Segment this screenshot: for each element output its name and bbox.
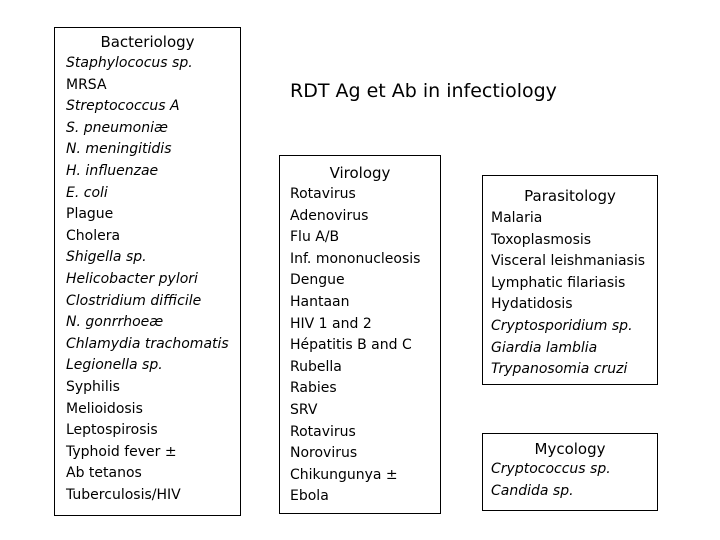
- bacteriology-item: Chlamydia trachomatis: [66, 335, 229, 352]
- virology-item: SRV: [290, 401, 318, 418]
- bacteriology-item: H. influenzae: [66, 162, 159, 179]
- mycology-box: [482, 433, 658, 511]
- bacteriology-item: Helicobacter pylori: [66, 270, 198, 287]
- mycology-item: Candida sp.: [491, 482, 574, 499]
- virology-item: Hépatitis B and C: [290, 337, 412, 354]
- virology-title: Virology: [329, 164, 391, 182]
- virology-item: Norovirus: [290, 445, 358, 462]
- virology-list: [290, 184, 440, 508]
- virology-item: Rubella: [290, 358, 342, 375]
- virology-item: Chikungunya ±: [290, 466, 398, 483]
- virology-item: Rotavirus: [290, 423, 356, 440]
- mycology-item: Cryptococcus sp.: [491, 461, 611, 477]
- virology-item: Dengue: [290, 272, 345, 289]
- virology-item: Inf. mononucleosis: [290, 250, 421, 267]
- bacteriology-item: Cholera: [66, 227, 121, 244]
- mycology-list: [491, 459, 657, 502]
- parasitology-item: Trypanosomia cruzi: [491, 361, 628, 378]
- parasitology-item: Toxoplasmosis: [491, 231, 592, 248]
- bacteriology-item: Clostridium difficile: [66, 292, 202, 309]
- bacteriology-item: N. meningitidis: [66, 141, 172, 158]
- parasitology-list: [491, 208, 657, 381]
- virology-item: Adenovirus: [290, 207, 369, 224]
- virology-item: Rotavirus: [290, 186, 356, 202]
- parasitology-item: Malaria: [491, 210, 543, 226]
- bacteriology-item: Legionella sp.: [66, 357, 163, 374]
- bacteriology-item: Leptospirosis: [66, 422, 158, 439]
- bacteriology-list: [66, 53, 240, 506]
- virology-item: Ebola: [290, 488, 329, 505]
- bacteriology-item: Tuberculosis/HIV: [66, 486, 181, 503]
- parasitology-item: Lymphatic filariasis: [491, 274, 626, 291]
- parasitology-item: Cryptosporidium sp.: [491, 317, 633, 334]
- virology-item: HIV 1 and 2: [290, 315, 372, 332]
- bacteriology-item: Syphilis: [66, 378, 120, 395]
- bacteriology-title: Bacteriology: [100, 33, 195, 51]
- parasitology-title: Parasitology: [524, 187, 616, 205]
- parasitology-box: [482, 175, 658, 385]
- bacteriology-item: Streptococcus A: [66, 98, 180, 115]
- bacteriology-item: Plague: [66, 206, 114, 223]
- virology-item: Flu A/B: [290, 229, 340, 246]
- bacteriology-box: [54, 27, 241, 516]
- virology-box: [279, 155, 441, 514]
- parasitology-item: Giardia lamblia: [491, 339, 598, 356]
- page-title: RDT Ag et Ab in infectiology: [290, 80, 557, 102]
- bacteriology-item: S. pneumoniæ: [66, 119, 168, 136]
- bacteriology-item: MRSA: [66, 76, 107, 93]
- bacteriology-item: Shigella sp.: [66, 249, 147, 266]
- bacteriology-item: Melioidosis: [66, 400, 143, 417]
- mycology-title: Mycology: [534, 440, 606, 458]
- virology-item: Hantaan: [290, 293, 350, 310]
- bacteriology-item: Typhoid fever ±: [66, 443, 177, 460]
- parasitology-item: Visceral leishmaniasis: [491, 253, 646, 270]
- bacteriology-item: Staphylococus sp.: [66, 55, 193, 71]
- bacteriology-item: E. coli: [66, 184, 108, 201]
- bacteriology-item: Ab tetanos: [66, 465, 142, 482]
- bacteriology-item: N. gonrrhoeæ: [66, 314, 164, 331]
- virology-item: Rabies: [290, 380, 337, 397]
- parasitology-item: Hydatidosis: [491, 296, 573, 313]
